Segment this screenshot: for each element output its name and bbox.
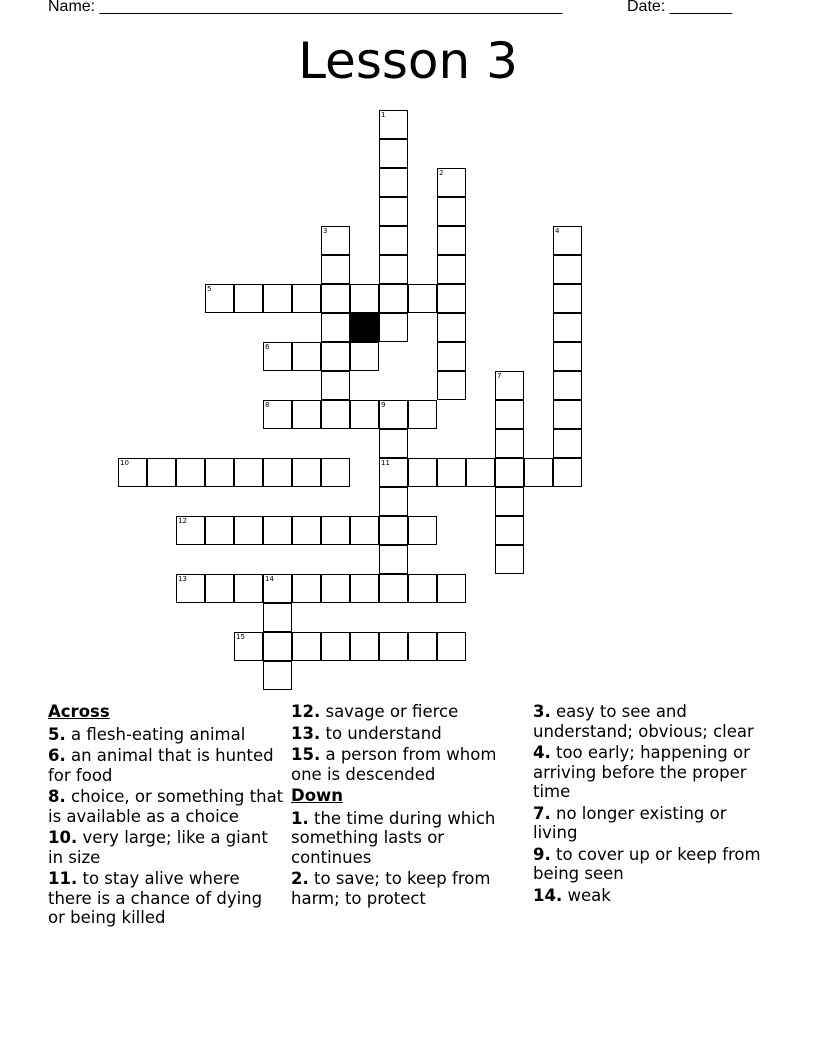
down-clue [533, 743, 769, 802]
clue-number-label: 5. [48, 724, 66, 744]
grid-cell[interactable] [321, 284, 350, 313]
grid-cell[interactable] [553, 458, 582, 487]
grid-cell[interactable] [408, 574, 437, 603]
grid-cell[interactable] [379, 458, 408, 487]
grid-cell[interactable] [553, 226, 582, 255]
grid-cell[interactable] [263, 632, 292, 661]
clue-number-label: 11. [48, 869, 78, 888]
grid-cell[interactable] [205, 574, 234, 603]
grid-cell[interactable] [321, 516, 350, 545]
clue-text: choice, or something that is available as a choice [48, 787, 284, 826]
clue-number-label: 8. [48, 787, 66, 806]
clue-number-label: 9. [533, 844, 551, 864]
grid-cell[interactable] [379, 429, 408, 458]
grid-cell[interactable] [263, 458, 292, 487]
name-line: ____________________________________________________ [99, 0, 563, 15]
grid-cell[interactable] [321, 255, 350, 284]
grid-cell[interactable] [553, 313, 582, 342]
grid-cell[interactable] [292, 632, 321, 661]
clue-number: 5 [207, 285, 212, 293]
grid-cell[interactable] [379, 168, 408, 197]
across-clue [48, 787, 284, 826]
across-heading: Across [48, 702, 110, 721]
clue-number: 13 [178, 575, 187, 583]
grid-cell[interactable] [553, 371, 582, 400]
clue-text: weak [562, 885, 611, 905]
grid-cell[interactable] [321, 313, 350, 342]
blocked-cell [350, 313, 379, 342]
grid-cell[interactable] [408, 632, 437, 661]
grid-cell[interactable] [495, 487, 524, 516]
grid-cell[interactable] [292, 342, 321, 371]
clue-number-label: 2. [291, 869, 309, 888]
grid-cell[interactable] [495, 371, 524, 400]
grid-cell[interactable] [408, 400, 437, 429]
clue-number: 6 [265, 343, 270, 351]
grid-cell[interactable] [292, 516, 321, 545]
across-clue [48, 828, 284, 867]
grid-cell[interactable] [205, 516, 234, 545]
down-clue [533, 845, 769, 884]
grid-cell[interactable] [321, 342, 350, 371]
clue-number-label: 4. [533, 743, 551, 762]
clue-number: 11 [381, 459, 390, 467]
grid-cell[interactable] [379, 197, 408, 226]
down-clue [291, 869, 527, 908]
grid-cell[interactable] [147, 458, 176, 487]
across-clue [48, 725, 284, 745]
clue-number-label: 14. [533, 885, 563, 905]
grid-cell[interactable] [263, 516, 292, 545]
grid-cell[interactable] [350, 574, 379, 603]
grid-cell[interactable] [437, 226, 466, 255]
grid-cell[interactable] [205, 284, 234, 313]
grid-cell[interactable] [292, 284, 321, 313]
clue-number: 9 [381, 401, 386, 409]
grid-cell[interactable] [437, 313, 466, 342]
grid-cell[interactable] [118, 458, 147, 487]
clue-number: 15 [236, 633, 245, 641]
grid-cell[interactable] [321, 458, 350, 487]
clue-text: easy to see and understand; obvious; clear [533, 702, 754, 741]
clue-number: 3 [323, 227, 328, 235]
clue-column-3 [533, 702, 769, 907]
grid-cell[interactable] [350, 284, 379, 313]
down-heading: Down [291, 786, 344, 805]
grid-cell[interactable] [321, 400, 350, 429]
grid-cell[interactable] [379, 139, 408, 168]
clue-text: a flesh-eating animal [65, 724, 246, 744]
grid-cell[interactable] [379, 574, 408, 603]
grid-cell[interactable] [292, 400, 321, 429]
grid-cell[interactable] [350, 400, 379, 429]
clue-column-1 [48, 702, 284, 930]
grid-cell[interactable] [350, 516, 379, 545]
grid-cell[interactable] [379, 632, 408, 661]
clue-text: too early; happening or arriving before the proper time [533, 743, 750, 801]
grid-cell[interactable] [553, 342, 582, 371]
across-clue [291, 702, 527, 722]
clue-number: 14 [265, 575, 274, 583]
clue-number: 4 [555, 227, 560, 235]
grid-cell[interactable] [466, 458, 495, 487]
clue-text: to save; to keep from harm; to protect [291, 869, 491, 908]
clue-number: 8 [265, 401, 270, 409]
clue-number: 2 [439, 169, 444, 177]
grid-cell[interactable] [176, 458, 205, 487]
grid-cell[interactable] [437, 168, 466, 197]
grid-cell[interactable] [437, 574, 466, 603]
grid-cell[interactable] [379, 516, 408, 545]
grid-cell[interactable] [350, 632, 379, 661]
grid-cell[interactable] [379, 487, 408, 516]
grid-cell[interactable] [495, 458, 524, 487]
grid-cell[interactable] [321, 226, 350, 255]
grid-cell[interactable] [495, 429, 524, 458]
grid-cell[interactable] [495, 400, 524, 429]
clue-number-label: 12. [291, 702, 321, 721]
clue-text: very large; like a giant in size [48, 828, 268, 867]
grid-cell[interactable] [263, 661, 292, 690]
clue-text: a person from whom one is descended [291, 745, 497, 784]
grid-cell[interactable] [437, 284, 466, 313]
grid-cell[interactable] [379, 400, 408, 429]
grid-cell[interactable] [234, 458, 263, 487]
clue-number: 12 [178, 517, 187, 525]
down-clue [533, 702, 769, 741]
grid-cell[interactable] [321, 371, 350, 400]
page-title: Lesson 3 [298, 32, 518, 90]
clue-number: 10 [120, 459, 129, 467]
grid-cell[interactable] [234, 284, 263, 313]
grid-cell[interactable] [379, 313, 408, 342]
clue-number: 7 [497, 372, 502, 380]
grid-cell[interactable] [553, 400, 582, 429]
grid-cell[interactable] [437, 632, 466, 661]
grid-cell[interactable] [408, 284, 437, 313]
clue-text: to understand [320, 723, 442, 743]
down-clue [533, 886, 769, 906]
date-line: _______ [669, 0, 732, 15]
grid-cell[interactable] [379, 226, 408, 255]
grid-cell[interactable] [263, 574, 292, 603]
grid-cell[interactable] [553, 255, 582, 284]
clue-text: to stay alive where there is a chance of dying or being killed [48, 869, 263, 927]
clue-number-label: 1. [291, 808, 309, 828]
grid-cell[interactable] [437, 458, 466, 487]
grid-cell[interactable] [263, 400, 292, 429]
clue-text: to cover up or keep from being seen [533, 844, 761, 883]
grid-cell[interactable] [437, 197, 466, 226]
name-label: Name: [48, 0, 96, 15]
date-label: Date: [627, 0, 666, 15]
clue-number-label: 3. [533, 702, 551, 721]
clue-number-label: 15. [291, 745, 321, 764]
clue-text: the time during which something lasts or continues [291, 808, 496, 867]
grid-cell[interactable] [292, 574, 321, 603]
grid-cell[interactable] [263, 342, 292, 371]
grid-cell[interactable] [408, 516, 437, 545]
down-clue [291, 809, 527, 868]
grid-cell[interactable] [234, 632, 263, 661]
across-clue [291, 724, 527, 744]
clue-number: 1 [381, 111, 386, 119]
clue-number-label: 13. [291, 723, 321, 743]
grid-cell[interactable] [379, 545, 408, 574]
grid-cell[interactable] [437, 371, 466, 400]
grid-cell[interactable] [350, 342, 379, 371]
clue-number-label: 7. [533, 803, 551, 823]
grid-cell[interactable] [495, 545, 524, 574]
clue-text: savage or fierce [320, 702, 459, 721]
grid-cell[interactable] [234, 516, 263, 545]
grid-cell[interactable] [263, 603, 292, 632]
clue-text: no longer existing or living [533, 803, 727, 842]
across-clue [48, 746, 284, 785]
grid-cell[interactable] [524, 458, 553, 487]
grid-cell[interactable] [176, 516, 205, 545]
grid-cell[interactable] [234, 574, 263, 603]
clue-number-label: 6. [48, 746, 66, 765]
down-clue [533, 804, 769, 843]
grid-cell[interactable] [553, 429, 582, 458]
grid-cell[interactable] [553, 284, 582, 313]
grid-cell[interactable] [205, 458, 234, 487]
clue-text: an animal that is hunted for food [48, 746, 274, 785]
grid-cell[interactable] [437, 255, 466, 284]
grid-cell[interactable] [321, 574, 350, 603]
clue-number-label: 10. [48, 828, 78, 847]
grid-cell[interactable] [379, 255, 408, 284]
grid-cell[interactable] [292, 458, 321, 487]
grid-cell[interactable] [263, 284, 292, 313]
across-clue [291, 745, 527, 784]
grid-cell[interactable] [379, 284, 408, 313]
grid-cell[interactable] [408, 458, 437, 487]
grid-cell[interactable] [176, 574, 205, 603]
grid-cell[interactable] [321, 632, 350, 661]
clue-column-2 [291, 702, 527, 910]
grid-cell[interactable] [437, 342, 466, 371]
across-clue [48, 869, 284, 928]
grid-cell[interactable] [379, 110, 408, 139]
grid-cell[interactable] [495, 516, 524, 545]
